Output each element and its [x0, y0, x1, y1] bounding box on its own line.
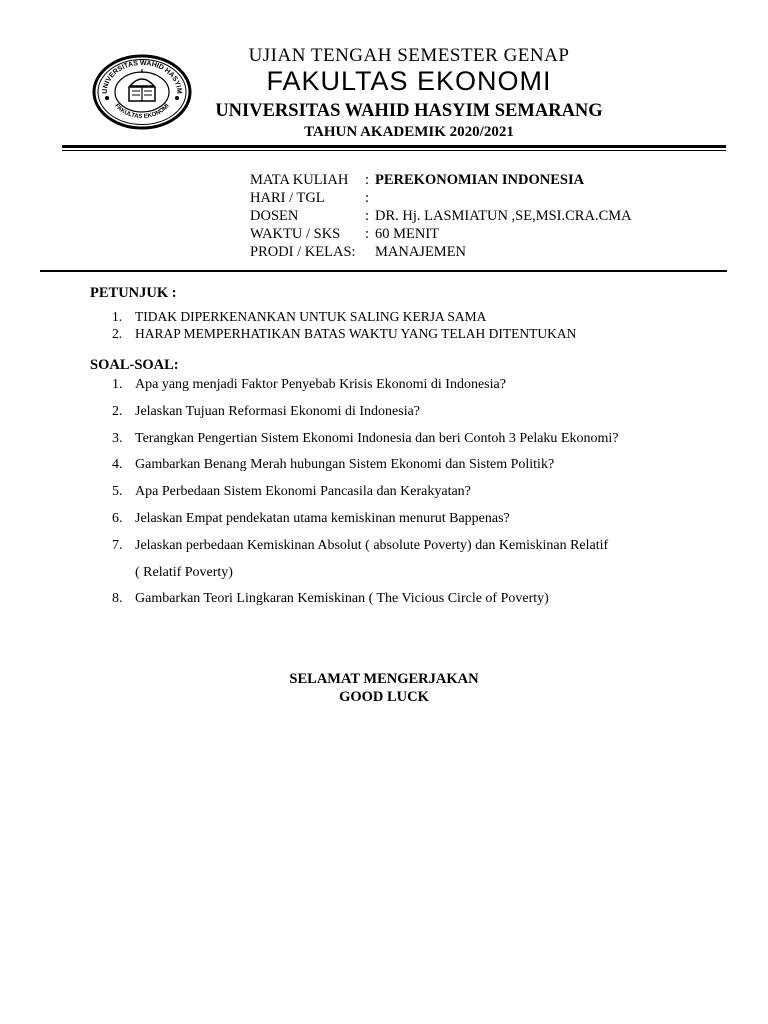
info-row-time — [250, 225, 632, 243]
closing-message: SELAMAT MENGERJAKAN — [289, 671, 479, 687]
info-label: WAKTU / SKS — [250, 226, 341, 242]
info-value: DR. Hj. LASMIATUN ,SE,MSI.CRA.CMA — [375, 208, 632, 224]
instructions-list — [112, 308, 576, 342]
info-row-date — [250, 189, 632, 207]
item-number: 6. — [112, 510, 123, 526]
seal-bottom-text: FAKULTAS EKONOMI — [113, 103, 171, 120]
info-label: HARI / TGL — [250, 190, 325, 206]
item-text: Terangkan Pengertian Sistem Ekonomi Indonesia dan beri Contoh 3 Pelaku Ekonomi? — [135, 430, 619, 446]
list-item — [112, 455, 618, 482]
seal-top-text: UNIVERSITAS WAHID HASYIM — [101, 59, 183, 94]
item-number: 7. — [112, 537, 123, 553]
item-number: 4. — [112, 457, 123, 473]
item-number: 3. — [112, 430, 123, 446]
list-item — [112, 308, 576, 325]
list-item — [112, 509, 618, 536]
info-value: 60 MENIT — [375, 226, 440, 242]
info-label: MATA KULIAH — [250, 172, 349, 188]
info-row-program — [250, 243, 632, 261]
item-text: ( Relatif Poverty) — [135, 564, 233, 580]
info-colon: : — [365, 208, 370, 224]
item-text: Apa yang menjadi Faktor Penyebab Krisis Ekonomi di Indonesia? — [135, 377, 506, 392]
list-item — [112, 536, 618, 563]
instructions-heading: PETUNJUK : — [90, 285, 177, 301]
list-item — [112, 325, 576, 342]
item-text: Gambarkan Teori Lingkaran Kemiskinan ( The Vicious Circle of Poverty) — [135, 591, 549, 607]
info-value: PEREKONOMIAN INDONESIA — [375, 172, 585, 188]
info-row-course — [250, 171, 632, 189]
item-number — [112, 563, 135, 590]
closing-good-luck: GOOD LUCK — [339, 689, 429, 705]
list-item — [112, 589, 618, 616]
section-divider — [40, 270, 727, 272]
info-colon: : — [365, 172, 370, 188]
info-colon: : — [365, 226, 370, 242]
exam-title: UJIAN TENGAH SEMESTER GENAP — [248, 45, 570, 66]
list-item-continuation — [112, 563, 618, 590]
item-number: 1. — [112, 309, 123, 324]
list-item — [112, 375, 618, 402]
faculty-title: FAKULTAS EKONOMI — [266, 66, 552, 96]
questions-list — [112, 375, 618, 616]
item-number: 8. — [112, 591, 123, 607]
item-text: Gambarkan Benang Merah hubungan Sistem Ekonomi dan Sistem Politik? — [135, 457, 555, 473]
item-number: 2. — [112, 326, 123, 341]
item-text: Jelaskan Empat pendekatan utama kemiskinan menurut Bappenas? — [135, 510, 510, 526]
item-number: 5. — [112, 484, 123, 500]
item-number: 1. — [112, 377, 123, 392]
item-number: 2. — [112, 403, 123, 419]
list-item — [112, 402, 618, 429]
header-divider-thin — [62, 150, 726, 151]
list-item — [112, 482, 618, 509]
header-divider-thick — [62, 145, 726, 148]
questions-heading: SOAL-SOAL: — [90, 357, 179, 373]
item-text: TIDAK DIPERKENANKAN UNTUK SALING KERJA SAMA — [135, 309, 487, 324]
academic-year: TAHUN AKADEMIK 2020/2021 — [304, 124, 514, 140]
info-label: DOSEN — [250, 208, 299, 224]
item-text: Jelaskan Tujuan Reformasi Ekonomi di Indonesia? — [135, 403, 421, 419]
list-item — [112, 429, 618, 456]
info-value: MANAJEMEN — [375, 244, 467, 260]
item-text: Jelaskan perbedaan Kemiskinan Absolut ( absolute Poverty) dan Kemiskinan Relatif — [135, 537, 609, 553]
item-text: Apa Perbedaan Sistem Ekonomi Pancasila dan Kerakyatan? — [135, 484, 471, 500]
university-title: UNIVERSITAS WAHID HASYIM SEMARANG — [215, 101, 603, 121]
course-info — [250, 171, 632, 261]
info-row-lecturer — [250, 207, 632, 225]
item-text: HARAP MEMPERHATIKAN BATAS WAKTU YANG TELAH DITENTUKAN — [135, 326, 577, 341]
info-label: PRODI / KELAS: — [250, 244, 356, 260]
info-colon: : — [365, 190, 370, 206]
